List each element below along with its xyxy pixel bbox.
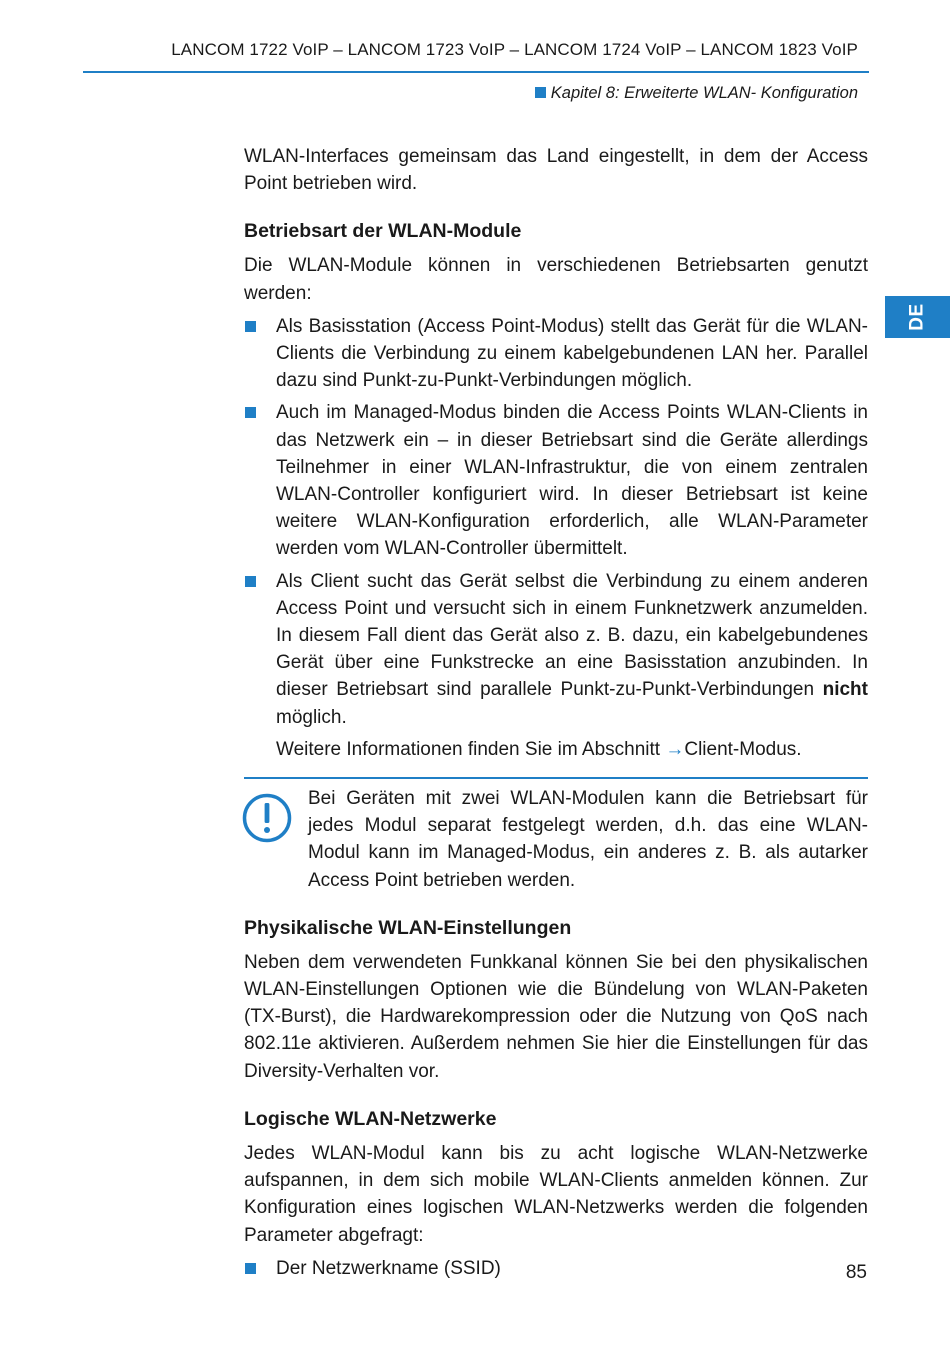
square-bullet-icon — [535, 87, 546, 98]
section-heading-betriebsart: Betriebsart der WLAN-Module — [244, 220, 522, 243]
section-paragraph: Jedes WLAN-Modul kann bis zu acht logische WLAN-Netzwerke aufspannen, in dem sich mobile WLAN-Clients anmelden können. Zur Konfiguration eines logischen WLAN-Netzwerks werden die folgenden Parameter abgefragt: — [244, 1142, 868, 1246]
cross-reference-link[interactable]: Client-Modus. — [684, 738, 802, 760]
language-tab — [885, 296, 950, 338]
exclamation-icon — [242, 793, 292, 843]
arrow-right-icon: → — [665, 738, 685, 760]
note-text: Bei Geräten mit zwei WLAN-Modulen kann die Betriebsart für jedes Modul separat festgelegt werden, d.h. das eine WLAN-Modul kann im Managed-Modus, ein anderes z. B. als autarker Access Point betrieben werden. — [308, 788, 868, 891]
list-item — [244, 313, 868, 395]
note-box — [244, 777, 868, 894]
running-head: LANCOM 1722 VoIP – LANCOM 1723 VoIP – LANCOM 1724 VoIP – LANCOM 1823 VoIP — [171, 40, 858, 59]
section-heading-physikalisch: Physikalische WLAN-Einstellungen — [244, 916, 572, 939]
square-bullet-icon — [245, 1263, 256, 1274]
chapter-title — [535, 84, 858, 103]
emphasis-text: nicht — [822, 679, 868, 701]
list-item — [244, 568, 868, 731]
list-item-text-end: möglich. — [276, 706, 347, 728]
square-bullet-icon — [245, 576, 256, 587]
page-content — [244, 143, 868, 1287]
intro-paragraph: WLAN-Interfaces gemeinsam das Land eingestellt, in dem der Access Point betrieben wird. — [244, 146, 868, 195]
square-bullet-icon — [245, 407, 256, 418]
chapter-label: Kapitel 8: Erweiterte WLAN- Konfiguration — [550, 84, 858, 102]
section-lead: Die WLAN-Module können in verschiedenen Betriebsarten genutzt werden: — [244, 255, 868, 304]
square-bullet-icon — [245, 321, 256, 332]
language-tab-label: DE — [906, 303, 928, 331]
list-item — [244, 1255, 868, 1282]
list-item-text: Als Client sucht das Gerät selbst die Verbindung zu einem anderen Access Point und versucht sich in einem Funknetzwerk anzumelden. In diesem Fall dient das Gerät also z. B. dazu, ein kabelgebundenes Gerät über eine Funkstrecke an eine Basisstation anzubinden. In dieser Betriebsart sind parallele Punkt-zu-Punkt-Verbindungen — [276, 570, 868, 701]
more-info-text: Weitere Informationen finden Sie im Abschnitt — [276, 738, 666, 760]
list-item-text: Als Basisstation (Access Point-Modus) stellt das Gerät für die WLAN-Clients die Verbindung zu einem kabelgebundenen LAN her. Parallel dazu sind Punkt-zu-Punkt-Verbindungen möglich. — [276, 315, 868, 392]
header-rule — [83, 71, 869, 73]
list-item — [244, 399, 868, 562]
parameter-list — [244, 1255, 868, 1282]
section-heading-logisch: Logische WLAN-Netzwerke — [244, 1107, 497, 1130]
list-item-text: Der Netzwerkname (SSID) — [276, 1257, 501, 1279]
list-item-text: Auch im Managed-Modus binden die Access Points WLAN-Clients in das Netzwerk ein – in dieser Betriebsart sind die Geräte allerdings Teilnehmer in einer WLAN-Infrastruktur, die von einem zentralen WLAN-Controller konfiguriert wird. In dieser Betriebsart ist keine weitere WLAN-Konfiguration erforderlich, alle WLAN-Parameter werden vom WLAN-Controller übermittelt. — [276, 402, 868, 560]
page-number: 85 — [845, 1262, 867, 1283]
more-info-line — [244, 736, 868, 763]
section-paragraph: Neben dem verwendeten Funkkanal können Sie bei den physikalischen WLAN-Einstellungen Optionen wie die Bündelung von WLAN-Paketen (TX-Burst), die Hardwarekompression oder die Nutzung von QoS nach 802.11e aktivieren. Außerdem nehmen Sie hier die Einstellungen für das Diversity-Verhalten vor. — [244, 951, 868, 1082]
mode-list — [244, 313, 868, 731]
